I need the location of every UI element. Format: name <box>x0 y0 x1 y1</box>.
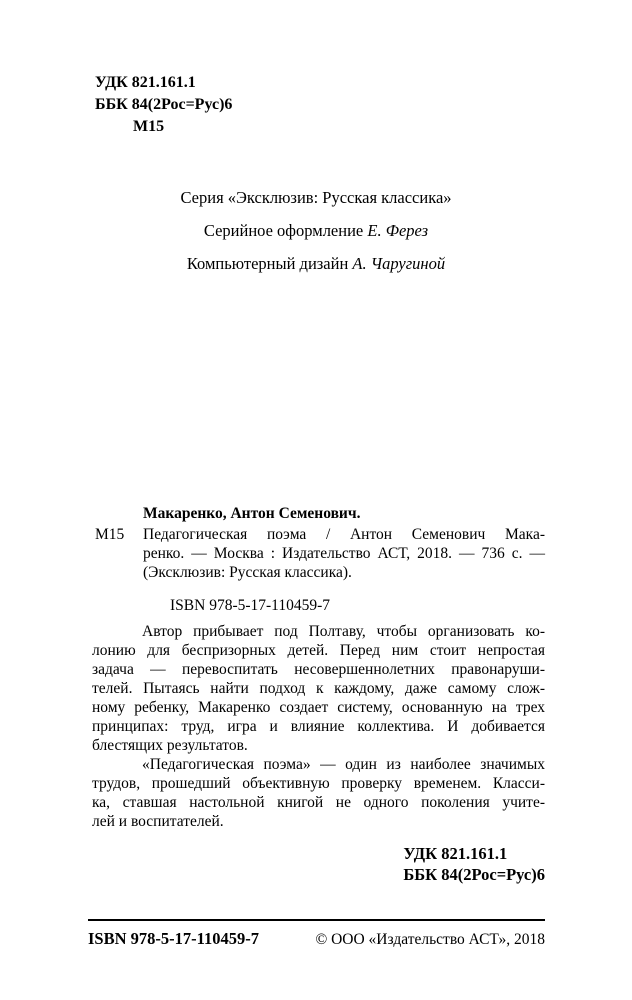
biblio-line: ренко. — Москва : Издательство АСТ, 2018. — 736 с. — <box>143 545 545 562</box>
footer-isbn: ISBN 978-5-17-110459-7 <box>88 929 259 948</box>
bbk-code-top: ББК 84(2Рос=Рус)6 <box>95 96 233 113</box>
annotation-line: «Педагогическая поэма» — один из наиболее значимых <box>142 756 545 773</box>
annotation-line: лонию для беспризорных детей. Перед ним стоит непростая <box>92 642 545 659</box>
classification-top-block <box>95 72 232 138</box>
annotation-paragraph-2 <box>92 755 545 831</box>
classification-bottom-inner <box>403 843 545 885</box>
annotation-line: телей. Пытаясь найти подход к каждому, даже самому слож- <box>92 680 545 697</box>
biblio-author: Макаренко, Антон Семенович. <box>143 505 361 522</box>
footer-copyright: © ООО «Издательство АСТ», 2018 <box>315 931 545 948</box>
author-sign-margin: М15 <box>95 526 125 543</box>
series-layout-label: Компьютерный дизайн <box>186 254 349 273</box>
annotation-block <box>92 622 545 831</box>
udk-code-top: УДК 821.161.1 <box>95 74 196 91</box>
biblio-line: (Эксклюзив: Русская классика). <box>143 564 352 581</box>
main-block <box>92 503 545 885</box>
annotation-line: трудов, прошедший объективную проверку временем. Класси- <box>92 775 545 792</box>
series-title: Серия «Эксклюзив: Русская классика» <box>180 188 452 207</box>
annotation-line: блестящих результатов. <box>92 737 248 754</box>
annotation-line: Автор прибывает под Полтаву, чтобы организовать ко- <box>142 623 545 640</box>
author-sign-top: М15 <box>133 118 165 135</box>
annotation-line: лей и воспитателей. <box>92 813 224 830</box>
isbn-line: ISBN 978-5-17-110459-7 <box>170 597 331 614</box>
footer-block <box>88 919 545 949</box>
annotation-line: ка, ставшая настольной книгой не одного поколения учите- <box>92 794 545 811</box>
series-block <box>0 188 632 287</box>
bbk-code-bottom: ББК 84(2Рос=Рус)6 <box>403 865 545 884</box>
udk-code-bottom: УДК 821.161.1 <box>403 844 508 863</box>
series-layout-credit <box>0 254 632 274</box>
annotation-line: принципах: труд, игра и влияние коллектива. И добивается <box>92 718 545 735</box>
series-design-label: Серийное оформление <box>203 221 364 240</box>
classification-bottom-block <box>92 843 545 885</box>
series-design-credit <box>0 221 632 241</box>
annotation-line: ному ребенку, Макаренко создает систему, основанную на трех <box>92 699 545 716</box>
annotation-paragraph-1 <box>92 622 545 755</box>
annotation-line: задача — перевоспитать несовершеннолетних правонаруши- <box>92 661 545 678</box>
series-layout-name: А. Чаругиной <box>352 254 446 273</box>
bibliographic-record <box>95 503 545 582</box>
series-design-name: Е. Ферез <box>367 221 429 240</box>
biblio-line: Педагогическая поэма / Антон Семенович Мака- <box>143 526 545 543</box>
